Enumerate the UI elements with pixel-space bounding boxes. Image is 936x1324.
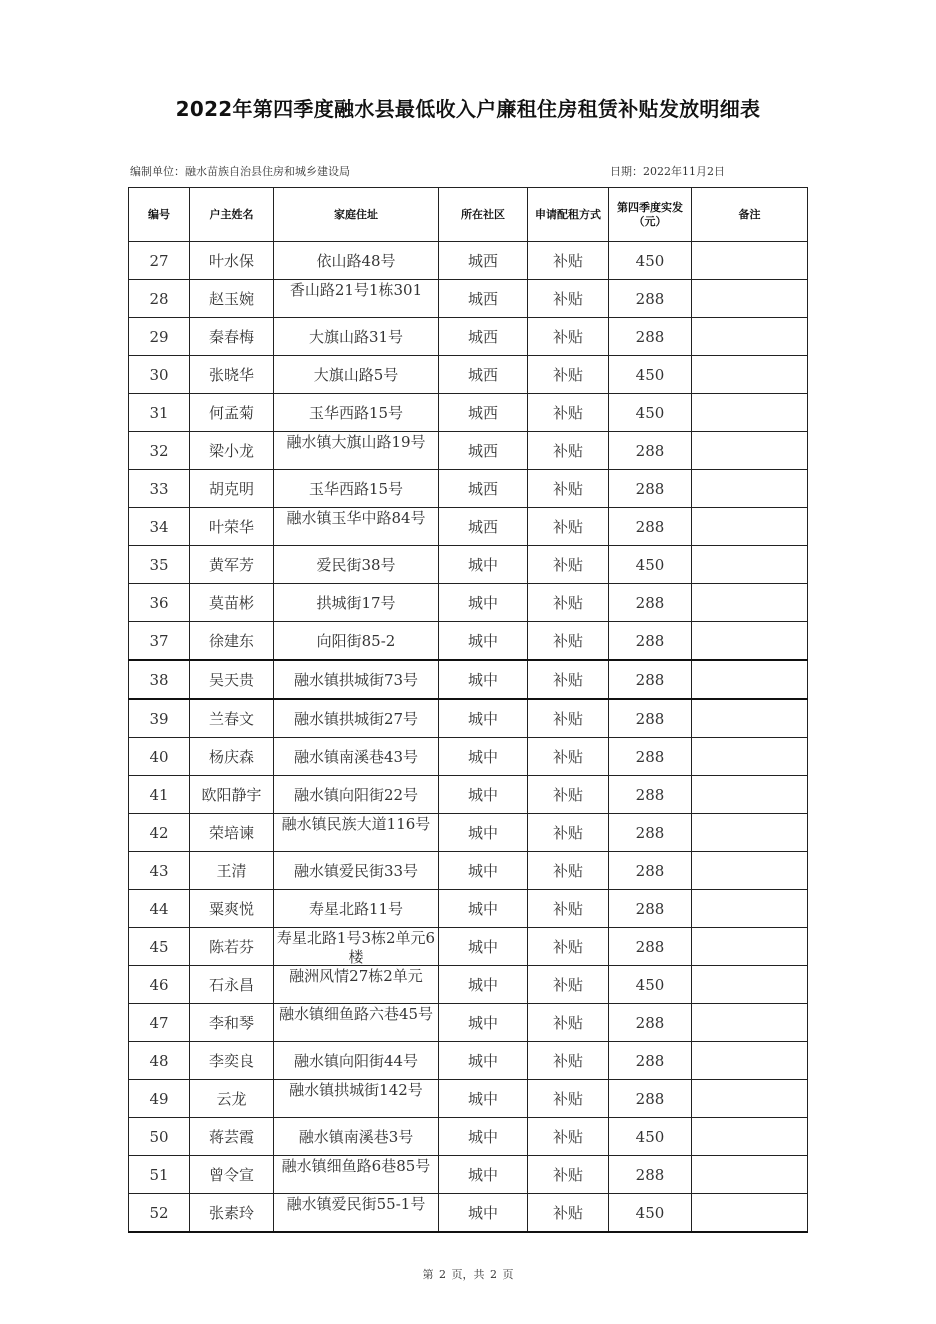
cell-address [274, 814, 439, 852]
cell-address [274, 1004, 439, 1042]
cell-method: 补贴 [528, 318, 609, 356]
cell-no: 51 [129, 1156, 190, 1194]
cell-note [692, 508, 808, 546]
cell-note [692, 852, 808, 890]
cell-address: 大旗山路31号 [274, 318, 439, 356]
cell-community: 城西 [439, 318, 528, 356]
cell-amount: 450 [609, 546, 692, 584]
table-row [129, 394, 808, 432]
cell-amount: 288 [609, 1156, 692, 1194]
cell-address [274, 1156, 439, 1194]
table-row [129, 356, 808, 394]
cell-amount: 450 [609, 1194, 692, 1233]
cell-method: 补贴 [528, 738, 609, 776]
table-row [129, 890, 808, 928]
table-row [129, 622, 808, 661]
compiler-unit: 编制单位：融水苗族自治县住房和城乡建设局 [130, 165, 350, 178]
cell-amount: 288 [609, 699, 692, 738]
cell-note [692, 699, 808, 738]
cell-amount: 288 [609, 280, 692, 318]
cell-method: 补贴 [528, 584, 609, 622]
cell-name: 欧阳静宇 [190, 776, 274, 814]
cell-amount: 450 [609, 966, 692, 1004]
cell-address: 爱民街38号 [274, 546, 439, 584]
cell-community: 城中 [439, 546, 528, 584]
cell-community: 城中 [439, 776, 528, 814]
cell-community: 城西 [439, 470, 528, 508]
cell-amount: 288 [609, 508, 692, 546]
cell-name: 王清 [190, 852, 274, 890]
cell-no: 44 [129, 890, 190, 928]
cell-method: 补贴 [528, 852, 609, 890]
cell-no: 30 [129, 356, 190, 394]
cell-community: 城中 [439, 1118, 528, 1156]
cell-note [692, 1004, 808, 1042]
cell-address: 拱城街17号 [274, 584, 439, 622]
cell-amount: 450 [609, 394, 692, 432]
cell-amount: 288 [609, 738, 692, 776]
cell-amount: 288 [609, 928, 692, 966]
address-text: 融水镇拱城街142号 [289, 1080, 423, 1099]
cell-community: 城中 [439, 699, 528, 738]
cell-address: 融水镇拱城街73号 [274, 660, 439, 699]
cell-no: 36 [129, 584, 190, 622]
header-note: 备注 [692, 188, 808, 242]
cell-name: 云龙 [190, 1080, 274, 1118]
cell-method: 补贴 [528, 1080, 609, 1118]
cell-no: 46 [129, 966, 190, 1004]
cell-note [692, 890, 808, 928]
cell-name: 秦春梅 [190, 318, 274, 356]
header-name: 户主姓名 [190, 188, 274, 242]
header-community: 所在社区 [439, 188, 528, 242]
cell-amount: 288 [609, 852, 692, 890]
cell-address: 融水镇拱城街27号 [274, 699, 439, 738]
cell-method: 补贴 [528, 776, 609, 814]
cell-no: 50 [129, 1118, 190, 1156]
cell-note [692, 1194, 808, 1233]
cell-address: 融水镇南溪巷3号 [274, 1118, 439, 1156]
cell-community: 城西 [439, 242, 528, 280]
cell-amount: 288 [609, 470, 692, 508]
cell-no: 33 [129, 470, 190, 508]
cell-note [692, 622, 808, 661]
cell-note [692, 1156, 808, 1194]
cell-name: 李奕良 [190, 1042, 274, 1080]
cell-name: 何孟菊 [190, 394, 274, 432]
table-row [129, 776, 808, 814]
cell-address: 玉华西路15号 [274, 394, 439, 432]
cell-method: 补贴 [528, 394, 609, 432]
table-row [129, 470, 808, 508]
cell-community: 城中 [439, 660, 528, 699]
address-text: 融水镇细鱼路六巷45号 [278, 1004, 434, 1023]
cell-name: 陈若芬 [190, 928, 274, 966]
cell-address: 向阳街85-2 [274, 622, 439, 661]
table-row [129, 738, 808, 776]
address-text: 融水镇大旗山路19号 [286, 432, 426, 451]
cell-no: 29 [129, 318, 190, 356]
cell-name: 叶水保 [190, 242, 274, 280]
cell-amount: 288 [609, 1042, 692, 1080]
table-row [129, 699, 808, 738]
cell-community: 城中 [439, 852, 528, 890]
cell-amount: 288 [609, 432, 692, 470]
cell-method: 补贴 [528, 928, 609, 966]
cell-community: 城中 [439, 738, 528, 776]
address-text: 融洲风情27栋2单元 [289, 966, 423, 985]
subsidy-table [128, 187, 808, 1233]
cell-address [274, 508, 439, 546]
cell-note [692, 660, 808, 699]
cell-name: 李和琴 [190, 1004, 274, 1042]
cell-method: 补贴 [528, 280, 609, 318]
cell-no: 27 [129, 242, 190, 280]
cell-name: 杨庆森 [190, 738, 274, 776]
cell-method: 补贴 [528, 1004, 609, 1042]
cell-name: 蒋芸霞 [190, 1118, 274, 1156]
table-header-row [129, 188, 808, 242]
cell-name: 曾令宣 [190, 1156, 274, 1194]
cell-method: 补贴 [528, 1156, 609, 1194]
table-row [129, 508, 808, 546]
table-row [129, 852, 808, 890]
cell-amount: 450 [609, 1118, 692, 1156]
table-row [129, 1042, 808, 1080]
cell-address: 寿星北路11号 [274, 890, 439, 928]
cell-method: 补贴 [528, 432, 609, 470]
cell-name: 梁小龙 [190, 432, 274, 470]
cell-note [692, 242, 808, 280]
address-text: 融水镇民族大道116号 [281, 814, 431, 833]
cell-community: 城西 [439, 356, 528, 394]
document-date: 日期：2022年11月2日 [610, 165, 725, 178]
table-row [129, 814, 808, 852]
address-text: 融水镇玉华中路84号 [286, 508, 426, 527]
cell-amount: 288 [609, 890, 692, 928]
cell-note [692, 432, 808, 470]
cell-method: 补贴 [528, 470, 609, 508]
address-text: 融水镇细鱼路6巷85号 [281, 1156, 431, 1175]
cell-address: 融水镇南溪巷43号 [274, 738, 439, 776]
cell-community: 城中 [439, 928, 528, 966]
table-row [129, 1004, 808, 1042]
table-row [129, 966, 808, 1004]
address-text: 寿星北路1号3栋2单元6楼 [276, 928, 436, 965]
cell-amount: 288 [609, 660, 692, 699]
cell-amount: 288 [609, 318, 692, 356]
cell-amount: 450 [609, 356, 692, 394]
cell-name: 荣培谏 [190, 814, 274, 852]
cell-no: 41 [129, 776, 190, 814]
cell-method: 补贴 [528, 1118, 609, 1156]
cell-note [692, 394, 808, 432]
cell-amount: 288 [609, 776, 692, 814]
cell-amount: 288 [609, 814, 692, 852]
cell-name: 张晓华 [190, 356, 274, 394]
header-address: 家庭住址 [274, 188, 439, 242]
table-row [129, 1080, 808, 1118]
cell-community: 城中 [439, 1194, 528, 1233]
page-footer: 第 2 页，共 2 页 [422, 1268, 514, 1281]
cell-address: 依山路48号 [274, 242, 439, 280]
cell-community: 城中 [439, 890, 528, 928]
cell-note [692, 546, 808, 584]
cell-community: 城西 [439, 508, 528, 546]
cell-note [692, 584, 808, 622]
table-row [129, 660, 808, 699]
cell-no: 49 [129, 1080, 190, 1118]
address-text: 融水镇爱民街55-1号 [286, 1194, 426, 1213]
table-row [129, 584, 808, 622]
cell-community: 城中 [439, 1156, 528, 1194]
cell-community: 城中 [439, 622, 528, 661]
cell-no: 48 [129, 1042, 190, 1080]
cell-note [692, 1080, 808, 1118]
cell-amount: 450 [609, 242, 692, 280]
cell-no: 37 [129, 622, 190, 661]
table-row [129, 280, 808, 318]
table-row [129, 432, 808, 470]
cell-name: 粟爽悦 [190, 890, 274, 928]
cell-note [692, 928, 808, 966]
cell-address: 融水镇向阳街44号 [274, 1042, 439, 1080]
cell-community: 城西 [439, 280, 528, 318]
table-row [129, 546, 808, 584]
cell-method: 补贴 [528, 622, 609, 661]
cell-name: 黄军芳 [190, 546, 274, 584]
cell-amount: 288 [609, 1080, 692, 1118]
cell-community: 城中 [439, 814, 528, 852]
cell-no: 34 [129, 508, 190, 546]
cell-community: 城中 [439, 1080, 528, 1118]
cell-address [274, 280, 439, 318]
cell-no: 35 [129, 546, 190, 584]
cell-no: 32 [129, 432, 190, 470]
cell-no: 28 [129, 280, 190, 318]
cell-no: 47 [129, 1004, 190, 1042]
cell-method: 补贴 [528, 242, 609, 280]
cell-no: 42 [129, 814, 190, 852]
cell-name: 张素玲 [190, 1194, 274, 1233]
cell-name: 赵玉婉 [190, 280, 274, 318]
cell-address [274, 1194, 439, 1233]
cell-name: 石永昌 [190, 966, 274, 1004]
cell-note [692, 318, 808, 356]
cell-community: 城中 [439, 966, 528, 1004]
cell-address: 玉华西路15号 [274, 470, 439, 508]
cell-note [692, 470, 808, 508]
cell-community: 城中 [439, 1042, 528, 1080]
cell-method: 补贴 [528, 890, 609, 928]
table-row [129, 928, 808, 966]
cell-method: 补贴 [528, 814, 609, 852]
table-row [129, 1156, 808, 1194]
cell-address: 大旗山路5号 [274, 356, 439, 394]
header-amount: 第四季度实发（元） [609, 188, 692, 242]
cell-name: 胡克明 [190, 470, 274, 508]
cell-no: 45 [129, 928, 190, 966]
document-title: 2022年第四季度融水县最低收入户廉租住房租赁补贴发放明细表 [175, 97, 761, 121]
address-text: 香山路21号1栋301 [289, 280, 423, 299]
cell-community: 城西 [439, 394, 528, 432]
cell-method: 补贴 [528, 356, 609, 394]
cell-address: 融水镇爱民街33号 [274, 852, 439, 890]
header-no: 编号 [129, 188, 190, 242]
table-body [129, 242, 808, 1233]
cell-amount: 288 [609, 584, 692, 622]
cell-community: 城中 [439, 1004, 528, 1042]
cell-name: 徐建东 [190, 622, 274, 661]
cell-community: 城中 [439, 584, 528, 622]
cell-address [274, 928, 439, 966]
table-row [129, 1194, 808, 1233]
cell-no: 52 [129, 1194, 190, 1233]
cell-method: 补贴 [528, 660, 609, 699]
cell-method: 补贴 [528, 546, 609, 584]
cell-note [692, 966, 808, 1004]
table-row [129, 242, 808, 280]
cell-method: 补贴 [528, 966, 609, 1004]
cell-note [692, 1042, 808, 1080]
cell-note [692, 776, 808, 814]
cell-note [692, 280, 808, 318]
cell-no: 31 [129, 394, 190, 432]
header-method: 申请配租方式 [528, 188, 609, 242]
cell-amount: 288 [609, 622, 692, 661]
cell-no: 38 [129, 660, 190, 699]
cell-note [692, 814, 808, 852]
cell-note [692, 356, 808, 394]
cell-method: 补贴 [528, 508, 609, 546]
cell-address [274, 1080, 439, 1118]
cell-address [274, 966, 439, 1004]
table-row [129, 318, 808, 356]
cell-no: 39 [129, 699, 190, 738]
cell-method: 补贴 [528, 699, 609, 738]
cell-method: 补贴 [528, 1194, 609, 1233]
cell-method: 补贴 [528, 1042, 609, 1080]
cell-address [274, 432, 439, 470]
cell-community: 城西 [439, 432, 528, 470]
cell-name: 叶荣华 [190, 508, 274, 546]
cell-address: 融水镇向阳街22号 [274, 776, 439, 814]
cell-note [692, 738, 808, 776]
cell-note [692, 1118, 808, 1156]
table-row [129, 1118, 808, 1156]
cell-amount: 288 [609, 1004, 692, 1042]
cell-name: 吴天贵 [190, 660, 274, 699]
cell-no: 40 [129, 738, 190, 776]
cell-name: 兰春文 [190, 699, 274, 738]
cell-name: 莫苗彬 [190, 584, 274, 622]
cell-no: 43 [129, 852, 190, 890]
